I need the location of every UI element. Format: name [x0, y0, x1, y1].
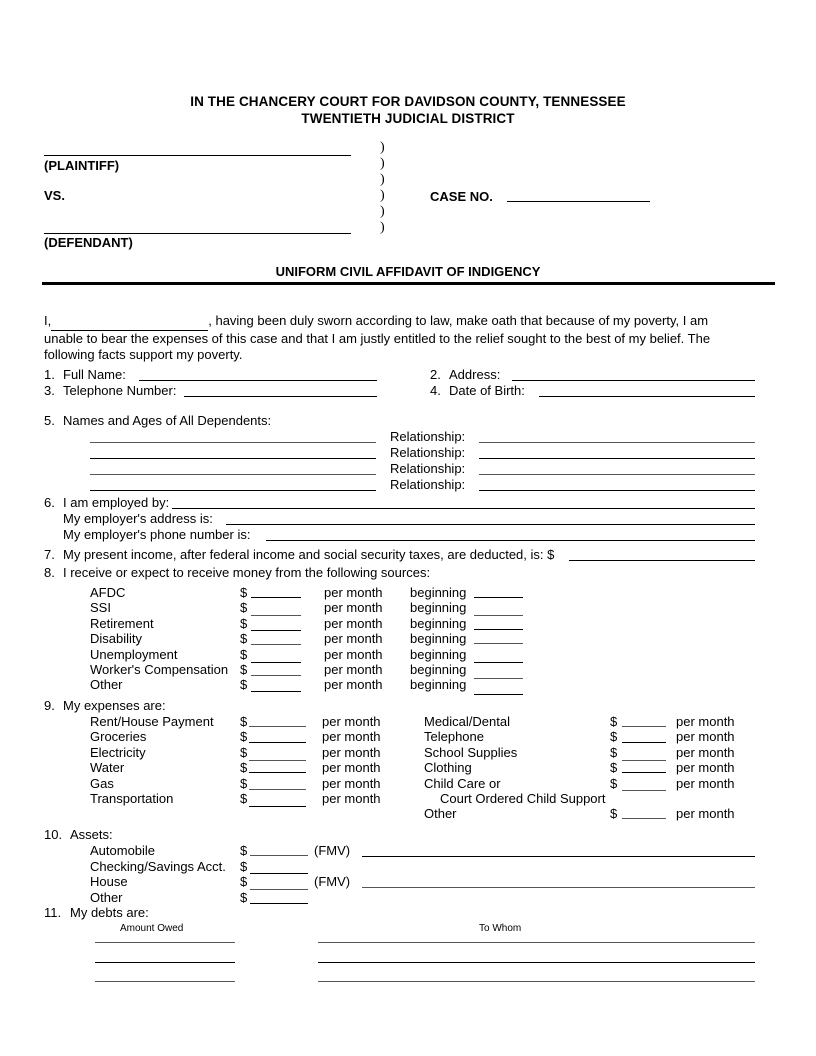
expense-amount-blank[interactable] [622, 818, 666, 819]
expense-per-month-label: per month [322, 776, 381, 791]
paren-mark: ) [380, 220, 385, 235]
dependent-name-blank[interactable] [90, 458, 376, 459]
item-8-number: 8. [44, 565, 55, 580]
item-10-label: Assets: [70, 827, 113, 842]
expense-per-month-label: per month [322, 729, 381, 744]
income-dollar-sign: $ [240, 662, 248, 677]
intro-line2: unable to bear the expenses of this case and that I am justly entitled to the relief sought to the best of my belief. The [44, 330, 711, 346]
expense-label: Gas [90, 776, 114, 791]
item-6-number: 6. [44, 495, 55, 510]
paren-mark: ) [380, 172, 385, 187]
asset-label: Checking/Savings Acct. [90, 859, 226, 874]
income-per-month-label: per month [324, 662, 383, 677]
paren-mark: ) [380, 140, 385, 155]
item-3-number: 3. [44, 383, 55, 398]
debts-amount-owed-header: Amount Owed [120, 923, 184, 934]
item-6-label: I am employed by: [63, 495, 170, 510]
debt-amount-blank[interactable] [95, 981, 235, 982]
asset-amount-blank[interactable] [250, 889, 308, 890]
income-amount-blank[interactable] [251, 691, 301, 692]
item-1-label: Full Name: [63, 367, 126, 382]
debt-amount-blank[interactable] [95, 962, 235, 963]
dependent-relationship-label: Relationship: [390, 461, 466, 476]
expense-dollar-sign: $ [240, 745, 248, 760]
expense-label: Medical/Dental [424, 714, 510, 729]
income-beginning-label: beginning [410, 647, 467, 662]
item-11-number: 11. [44, 905, 62, 920]
item-2-number: 2. [430, 367, 441, 382]
asset-dollar-sign: $ [240, 874, 248, 889]
item-4-number: 4. [430, 383, 441, 398]
income-beginning-label: beginning [410, 600, 467, 615]
court-district-line2: TWENTIETH JUDICIAL DISTRICT [301, 111, 515, 126]
debt-to-whom-blank[interactable] [318, 962, 755, 963]
expense-amount-blank[interactable] [622, 726, 666, 727]
expense-dollar-sign: $ [240, 729, 248, 744]
asset-label: Automobile [90, 843, 156, 858]
defendant-name-blank[interactable] [44, 233, 351, 234]
expense-per-month-label: per month [322, 760, 381, 775]
income-beginning-blank[interactable] [474, 643, 523, 644]
document-title: UNIFORM CIVIL AFFIDAVIT OF INDIGENCY [275, 264, 541, 279]
expense-label: Electricity [90, 745, 146, 760]
dependent-name-blank[interactable] [90, 474, 376, 475]
plaintiff-name-blank[interactable] [44, 155, 351, 156]
paren-mark: ) [380, 188, 385, 203]
expense-label: School Supplies [424, 745, 518, 760]
employer-phone-blank[interactable] [266, 540, 755, 541]
income-dollar-sign: $ [240, 600, 248, 615]
income-beginning-blank[interactable] [474, 615, 523, 616]
title-separator-rule [42, 282, 775, 285]
expense-label: Rent/House Payment [90, 714, 214, 729]
income-beginning-label: beginning [410, 662, 467, 677]
debt-to-whom-blank[interactable] [318, 981, 755, 982]
dependent-name-blank[interactable] [90, 442, 376, 443]
asset-amount-blank[interactable] [250, 903, 308, 904]
dependent-relationship-label: Relationship: [390, 477, 466, 492]
income-beginning-blank[interactable] [474, 629, 523, 630]
case-no-label: CASE NO. [430, 189, 493, 204]
employer-address-label: My employer's address is: [63, 511, 213, 526]
asset-description-blank[interactable] [362, 856, 755, 857]
asset-amount-blank[interactable] [250, 855, 308, 856]
expense-amount-blank[interactable] [249, 726, 306, 727]
plaintiff-label: (PLAINTIFF) [44, 158, 120, 173]
debt-amount-blank[interactable] [95, 942, 235, 943]
income-amount-blank[interactable] [251, 675, 301, 676]
date-of-birth-blank[interactable] [539, 396, 755, 397]
item-7-number: 7. [44, 547, 55, 562]
item-3-label: Telephone Number: [63, 383, 177, 398]
income-beginning-label: beginning [410, 585, 467, 600]
expense-per-month-label: per month [676, 760, 735, 775]
item-9-number: 9. [44, 698, 55, 713]
asset-dollar-sign: $ [240, 890, 248, 905]
debts-to-whom-header: To Whom [479, 923, 522, 934]
defendant-label: (DEFENDANT) [44, 235, 133, 250]
dependent-relationship-label: Relationship: [390, 429, 466, 444]
expense-dollar-sign: $ [240, 791, 248, 806]
income-beginning-label: beginning [410, 616, 467, 631]
address-blank[interactable] [512, 380, 755, 381]
expense-dollar-sign: $ [240, 760, 248, 775]
income-per-month-label: per month [324, 677, 383, 692]
expense-label: Telephone [424, 729, 484, 744]
affidavit-intro-paragraph [44, 313, 768, 364]
expense-per-month-label: per month [676, 729, 735, 744]
item-4-label: Date of Birth: [449, 383, 525, 398]
expense-per-month-label: per month [676, 714, 735, 729]
expense-per-month-label: per month [322, 714, 381, 729]
income-dollar-sign: $ [240, 631, 248, 646]
income-amount-blank[interactable] [251, 644, 301, 645]
income-source-label: Retirement [90, 616, 154, 631]
expense-amount-blank[interactable] [249, 789, 306, 790]
intro-line1-rest: , having been duly sworn according to law, make oath that because of my poverty, I am [208, 313, 709, 328]
income-amount-blank[interactable] [251, 597, 301, 598]
dependent-relationship-blank[interactable] [479, 490, 755, 491]
expense-amount-blank[interactable] [249, 806, 306, 807]
expense-amount-blank[interactable] [622, 772, 666, 773]
employer-name-blank[interactable] [172, 508, 755, 509]
income-beginning-blank[interactable] [474, 597, 523, 598]
income-beginning-blank[interactable] [474, 694, 523, 695]
expense-dollar-sign: $ [610, 745, 618, 760]
item-8-label: I receive or expect to receive money from the following sources: [63, 565, 431, 580]
expense-amount-blank[interactable] [622, 742, 666, 743]
employer-phone-label: My employer's phone number is: [63, 527, 251, 542]
income-source-label: Disability [90, 631, 143, 646]
expense-amount-blank[interactable] [622, 760, 666, 761]
asset-fmv-label: (FMV) [314, 843, 351, 858]
expense-dollar-sign: $ [240, 714, 248, 729]
dependent-relationship-blank[interactable] [479, 442, 755, 443]
dependent-relationship-blank[interactable] [479, 474, 755, 475]
expense-label: Child Care or [424, 776, 501, 791]
expense-amount-blank[interactable] [249, 760, 306, 761]
expense-dollar-sign: $ [240, 776, 248, 791]
debt-to-whom-blank[interactable] [318, 942, 755, 943]
income-dollar-sign: $ [240, 616, 248, 631]
present-income-blank[interactable] [569, 560, 755, 561]
income-source-label: Other [90, 677, 123, 692]
case-no-blank[interactable] [507, 201, 650, 202]
income-amount-blank[interactable] [251, 615, 301, 616]
income-amount-blank[interactable] [251, 630, 301, 631]
expense-per-month-label: per month [322, 791, 381, 806]
income-source-label: AFDC [90, 585, 126, 600]
expense-label: Clothing [424, 760, 472, 775]
income-dollar-sign: $ [240, 585, 248, 600]
asset-description-blank[interactable] [362, 887, 755, 888]
dependent-relationship-blank[interactable] [479, 458, 755, 459]
item-10-number: 10. [44, 827, 63, 842]
vs-label: VS. [44, 188, 65, 203]
expense-label: Groceries [90, 729, 147, 744]
income-dollar-sign: $ [240, 647, 248, 662]
intro-line3: following facts support my poverty. [44, 347, 243, 362]
expense-dollar-sign: $ [610, 776, 618, 791]
expense-per-month-label: per month [322, 745, 381, 760]
asset-amount-blank[interactable] [250, 873, 308, 874]
income-beginning-blank[interactable] [474, 678, 523, 679]
paren-mark: ) [380, 156, 385, 171]
asset-dollar-sign: $ [240, 843, 248, 858]
intro-lead: I, [44, 313, 52, 328]
full-name-blank[interactable] [139, 380, 377, 381]
asset-dollar-sign: $ [240, 859, 248, 874]
expense-dollar-sign: $ [610, 806, 618, 821]
expense-dollar-sign: $ [610, 729, 618, 744]
income-source-label: SSI [90, 600, 111, 615]
expense-label: Other [424, 806, 457, 821]
expense-amount-blank[interactable] [249, 772, 306, 773]
income-per-month-label: per month [324, 585, 383, 600]
asset-label: Other [90, 890, 123, 905]
item-9-label: My expenses are: [63, 698, 166, 713]
income-dollar-sign: $ [240, 677, 248, 692]
item-11-label: My debts are: [70, 905, 149, 920]
expense-amount-blank[interactable] [622, 790, 666, 791]
income-per-month-label: per month [324, 616, 383, 631]
item-7-label: My present income, after federal income and social security taxes, are deducted, is: $ [63, 547, 555, 562]
item-2-label: Address: [449, 367, 501, 382]
income-per-month-label: per month [324, 600, 383, 615]
income-source-label: Unemployment [90, 647, 178, 662]
employer-address-blank[interactable] [226, 524, 755, 525]
telephone-blank[interactable] [184, 396, 377, 397]
court-name-line1: IN THE CHANCERY COURT FOR DAVIDSON COUNTY, TENNESSEE [190, 94, 626, 109]
income-beginning-label: beginning [410, 677, 467, 692]
dependent-name-blank[interactable] [90, 490, 376, 491]
expense-dollar-sign: $ [610, 760, 618, 775]
income-beginning-label: beginning [410, 631, 467, 646]
expense-per-month-label: per month [676, 745, 735, 760]
income-source-label: Worker's Compensation [90, 662, 229, 677]
item-1-number: 1. [44, 367, 55, 382]
income-beginning-blank[interactable] [474, 662, 523, 663]
expense-dollar-sign: $ [610, 714, 618, 729]
asset-fmv-label: (FMV) [314, 874, 351, 889]
income-amount-blank[interactable] [251, 662, 301, 663]
paren-mark: ) [380, 204, 385, 219]
item-5-label: Names and Ages of All Dependents: [63, 413, 272, 428]
expense-label: Water [90, 760, 125, 775]
expense-per-month-label: per month [676, 776, 735, 791]
item-5-number: 5. [44, 413, 55, 428]
asset-label: House [90, 874, 128, 889]
income-per-month-label: per month [324, 631, 383, 646]
income-per-month-label: per month [324, 647, 383, 662]
expense-label: Court Ordered Child Support [440, 791, 606, 806]
dependent-relationship-label: Relationship: [390, 445, 466, 460]
affiant-name-blank[interactable] [51, 313, 208, 331]
expense-label: Transportation [90, 791, 174, 806]
expense-per-month-label: per month [676, 806, 735, 821]
expense-amount-blank[interactable] [249, 742, 306, 743]
